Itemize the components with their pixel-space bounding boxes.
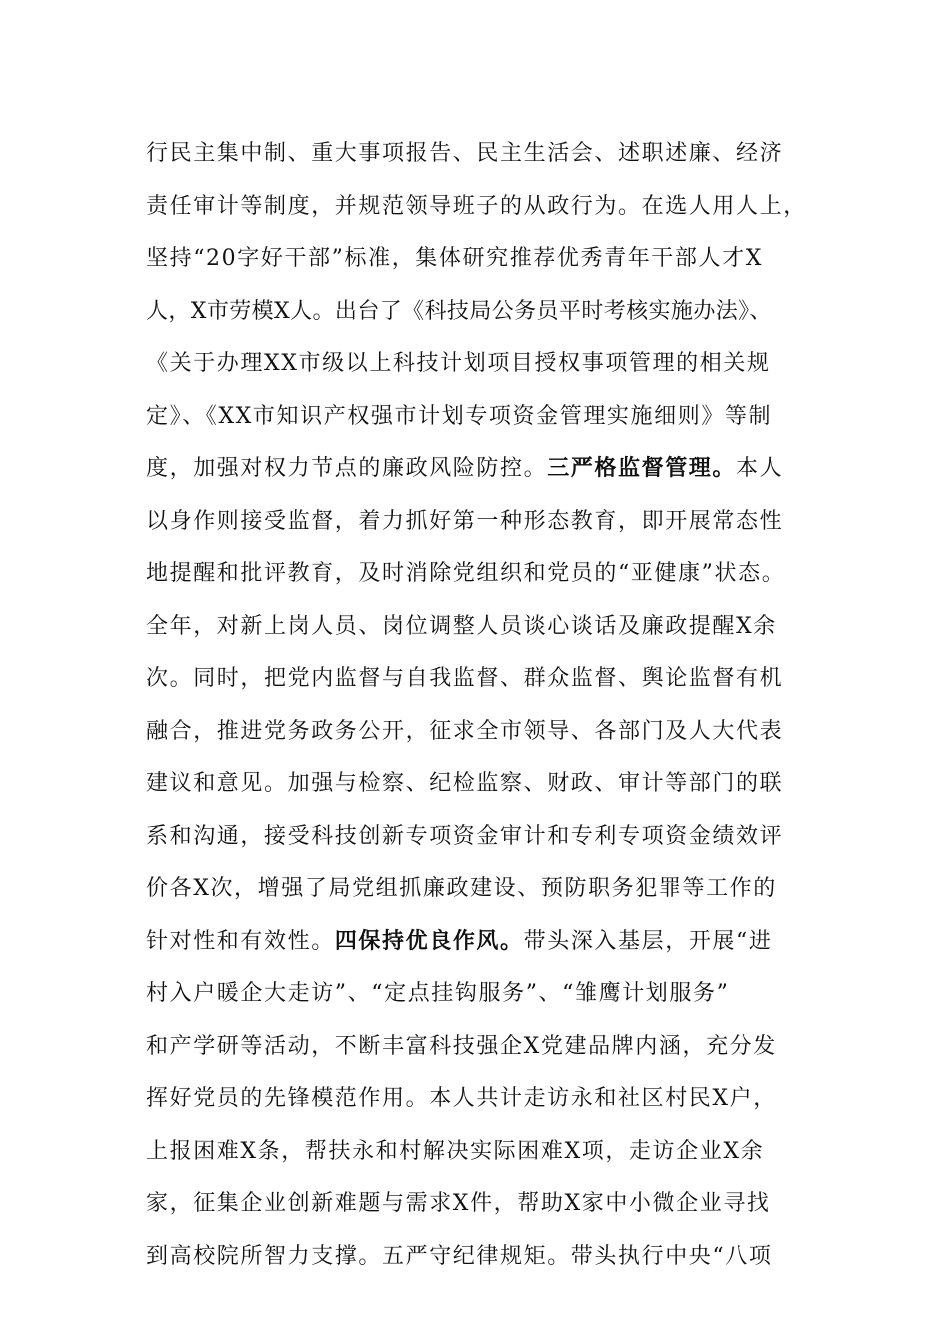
text-run: 度，加强对权力节点的廉政风险防控。: [146, 456, 548, 481]
text-run: 带头深入基层，开展“进: [523, 928, 773, 954]
text-line: 上报困难X条，帮扶永和村解决实际困难X项，走访企业X余: [146, 1138, 765, 1164]
text-line: 和产学研等活动，不断丰富科技强企X党建品牌内涵，充分发: [146, 1033, 777, 1059]
text-run: 本人: [736, 456, 784, 481]
text-line: 家，征集企业创新难题与需求X件，帮助X家中小微企业寻找: [146, 1191, 771, 1216]
text-line: 行民主集中制、重大事项报告、民主生活会、述职述廉、经济: [146, 141, 784, 166]
text-line: 人，X市劳模X人。出台了《科技局公务员平时考核实施办法》、: [146, 298, 772, 324]
text-line: 责任审计等制度，并规范领导班子的从政行为。在选人用人上，: [146, 193, 807, 219]
text-line: 价各X次，增强了局党组抓廉政建设、预防职务犯罪等工作的: [146, 876, 777, 901]
text-line: 定》、《XX市知识产权强市计划专项资金管理实施细则》等制: [146, 403, 773, 429]
text-line: [146, 916, 826, 969]
text-line: 以身作则接受监督，着力抓好第一种形态教育，即开展常态性: [146, 508, 784, 534]
text-line: 坚持“20字好干部”标准，集体研究推荐优秀青年干部人才X: [146, 246, 763, 271]
text-line: 系和沟通，接受科技创新专项资金审计和专利专项资金绩效评: [146, 823, 784, 849]
body-text: [146, 128, 826, 1283]
text-line: 次。同时，把党内监督与自我监督、群众监督、舆论监督有机: [146, 666, 784, 691]
text-line: 挥好党员的先锋模范作用。本人共计走访永和社区村民X户，: [146, 1086, 777, 1111]
text-line: 地提醒和批评教育，及时消除党组织和党员的“亚健康”状态。: [146, 561, 786, 586]
section-heading-good-style: 四保持优良作风。: [334, 928, 524, 954]
text-line: 全年，对新上岗人员、岗位调整人员谈心谈话及廉政提醒X余: [146, 613, 777, 639]
text-line: [146, 443, 826, 496]
text-line: 融合，推进党务政务公开，征求全市领导、各部门及人大代表: [146, 718, 784, 744]
text-line: 建议和意见。加强与检察、纪检监察、财政、审计等部门的联: [146, 771, 784, 796]
text-line: 村入户暖企大走访”、“定点挂钩服务”、“雏鹰计划服务”: [146, 981, 730, 1006]
text-line: 到高校院所智力支撑。五严守纪律规矩。带头执行中央“八项: [146, 1243, 773, 1269]
section-heading-strict-supervision: 三严格监督管理。: [547, 456, 737, 481]
text-run: 针对性和有效性。: [146, 928, 335, 954]
text-line: 《关于办理XX市级以上科技计划项目授权事项管理的相关规: [146, 351, 771, 376]
